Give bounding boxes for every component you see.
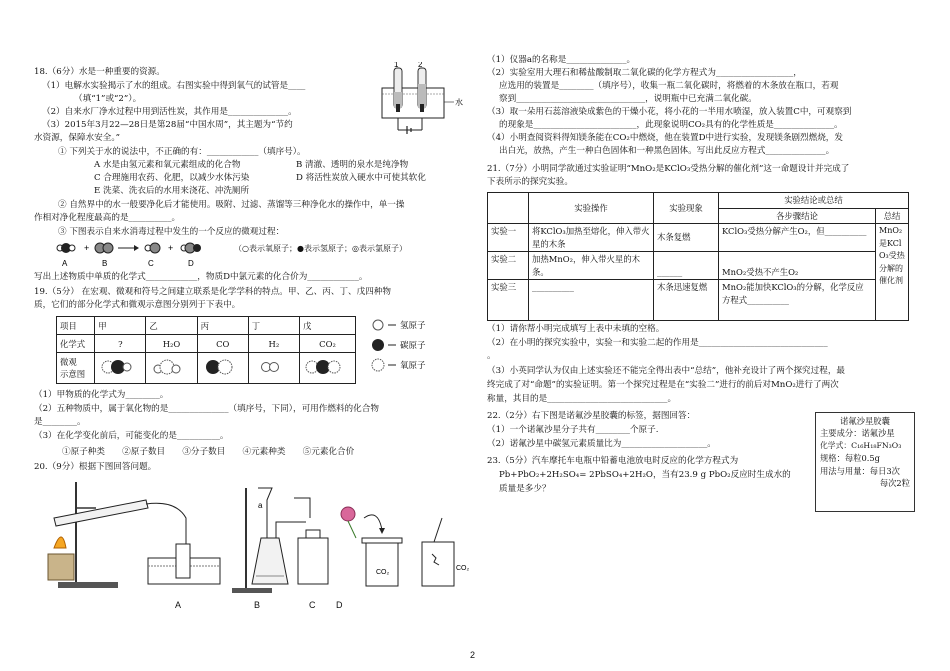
q19-header-cell: 戊 <box>299 317 355 335</box>
q21-cell: __________ <box>529 280 654 321</box>
q18-title: 18.（6分）水是一种重要的资源。 <box>34 67 165 77</box>
molecule-co2 <box>303 356 343 378</box>
q19-header-row <box>57 317 356 335</box>
molecule-b <box>95 243 113 253</box>
drug-label-formula: 化学式：C₁₆H₁₈FN₃O₃ <box>820 440 902 450</box>
q18-part3b: 水资源，保障水安全。” <box>34 133 121 143</box>
apparatus-d <box>362 518 470 586</box>
q21-cell: 实验一 <box>488 224 529 252</box>
flower-icon <box>341 507 385 538</box>
q22-s1: （1）一个诺氟沙星分子共有________个原子. <box>487 425 659 435</box>
q19-micro-cell-bing <box>197 353 248 384</box>
mol-label-b: B <box>102 259 108 268</box>
q19-s3-options: ①原子种类 ②原子数目 ③分子数目 ④元素种类 ⑤元素化合价 <box>62 447 355 457</box>
q19-header-cell: 乙 <box>146 317 197 335</box>
drug-label-ingredient: 主要成分：诺氟沙星 <box>820 428 895 439</box>
q18-sub2: ② 自然界中的水一般要净化后才能使用。吸附、过滤、蒸馏等三种净化水的操作中，单一操 <box>58 200 405 210</box>
q19-formula-cell: CO₂ <box>299 335 355 353</box>
q21-cell: ______ <box>654 252 719 280</box>
micro-reaction-diagram <box>50 238 240 270</box>
q21-header-phenomenon: 实验现象 <box>654 193 719 224</box>
q21-s3c: 称量，其目的是____________________________。 <box>487 394 677 404</box>
q21-cell: MnO₂受热不产生O₂ <box>719 252 876 280</box>
svg-text:+: + <box>168 243 174 253</box>
q18-opt-e: E 洗菜、洗衣后的水用来浇花、冲洗厕所 <box>94 186 250 196</box>
label-a: a <box>258 501 263 510</box>
drug-label-spec: 规格：每粒0.5g <box>820 453 880 464</box>
svg-text:+: + <box>84 243 90 253</box>
q19-formula-cell: H₂O <box>146 335 197 353</box>
q19-intro: 质，它们的部分化学式和微观示意图分别列于下表中。 <box>34 300 241 310</box>
apparatus-label-d: D <box>336 600 343 610</box>
apparatus-label-b: B <box>254 600 261 610</box>
q19-micro-label-2: 示意图 <box>60 369 86 379</box>
q19-atom-legend <box>366 316 476 382</box>
co2-label-1: CO₂ <box>376 569 390 576</box>
drug-label-box <box>815 412 915 512</box>
q19-micro-label-1: 微观 <box>60 357 77 367</box>
q18-legend: （○表示氧原子；●表示氢原子；◎表示氯原子） <box>234 244 407 253</box>
molecule-c <box>145 243 160 253</box>
q21-cell: 木条复燃 <box>654 224 719 252</box>
q21-header-operation: 实验操作 <box>529 193 654 224</box>
q20-apparatus-figure <box>36 478 476 610</box>
q18-sub3b: 写出上述物质中单质的化学式____________，物质D中氯元素的化合价为____________。 <box>34 272 368 282</box>
q21-table <box>487 192 909 321</box>
q19-micro-cell-wu <box>299 353 355 384</box>
legend-oxygen: 氧原子 <box>400 360 426 370</box>
molecule-a <box>57 243 75 253</box>
q21-cell: 实验二 <box>488 252 529 280</box>
q20-s1: （1）仪器a的名称是______________。 <box>487 55 636 65</box>
molecule-h2o <box>149 356 185 378</box>
q19-micro-row <box>57 353 356 384</box>
q19-formula-cell: 化学式 <box>57 335 95 353</box>
q19-micro-cell-yi <box>146 353 197 384</box>
co2-label-2: CO₂ <box>456 565 470 572</box>
q18-part1: （1）电解水实验揭示了水的组成。右图实验中得到氧气的试管是____ <box>42 81 306 91</box>
q18-sub1: ① 下列关于水的说法中，不正确的有：____________（填序号）。 <box>58 147 306 157</box>
q18-part2: （2）自来水厂净水过程中用到活性炭，其作用是______________。 <box>42 107 297 117</box>
q21-s2b: 。 <box>487 351 496 361</box>
q21-cell: MnO₂能加快KClO₃的分解，化学反应方程式__________ <box>719 280 876 321</box>
mol-label-d: D <box>188 259 194 268</box>
q19-formula-cell: CO <box>197 335 248 353</box>
q21-row-2 <box>488 252 909 280</box>
mol-label-a: A <box>62 259 68 268</box>
q19-s1: （1）甲物质的化学式为________。 <box>34 390 169 400</box>
q23-question: 质量是多少？ <box>499 484 551 494</box>
q22-s2: （2）诺氟沙星中碳氢元素质量比为____________________。 <box>487 439 716 449</box>
q18-opt-b: B 清澈、透明的泉水是纯净物 <box>296 160 409 170</box>
molecule-d <box>181 243 201 253</box>
drug-label-title: 诺氟沙星胶囊 <box>840 416 890 426</box>
q20-s4b: 出白光，放热，产生一种白色固体和一种黑色固体。写出此反应方程式______________。 <box>499 146 835 156</box>
page-number: 2 <box>470 650 476 660</box>
q21-cell: 实验三 <box>488 280 529 321</box>
q21-header-summary: 总结 <box>876 208 909 224</box>
q20-s4: （4）小明查阅资料得知镁条能在CO₂中燃烧，他在装置D中进行实验，发现镁条剧烈燃烧，发 <box>487 133 843 143</box>
apparatus-b <box>232 488 306 593</box>
legend-hydrogen: 氢原子 <box>400 320 426 330</box>
q18-part1b: （填“1”或“2”）。 <box>74 94 142 104</box>
apparatus-label-c: C <box>309 600 316 610</box>
q21-row-1 <box>488 224 909 252</box>
q18-sub2b: 作相对净化程度最高的是__________。 <box>34 213 181 223</box>
q20-title: 20.（9分）根据下图回答问题。 <box>34 462 157 472</box>
q18-opt-a: A 水是由氢元素和氧元素组成的化合物 <box>94 160 241 170</box>
q21-row-3 <box>488 280 909 321</box>
q21-cell: KClO₃受热分解产生O₂，但__________ <box>719 224 876 252</box>
q19-micro-cell-ding <box>248 353 299 384</box>
q19-title: 19.（5分） 在宏观、微观和符号之间建立联系是化学学科的特点。甲、乙、丙、丁、戊四种物 <box>34 287 392 297</box>
q21-header-step: 各步骤结论 <box>719 208 876 224</box>
q19-table <box>56 316 356 384</box>
q20-s2: （2）实验室用大理石和稀盐酸制取二氧化碳的化学方程式为__________________， <box>487 68 802 78</box>
q19-formula-cell: H₂ <box>248 335 299 353</box>
q18-opt-d: D 将活性炭放入硬水中可使其软化 <box>296 173 426 183</box>
legend-carbon: 碳原子 <box>400 340 426 350</box>
q18-opt-c: C 合理施用农药、化肥，以减少水体污染 <box>94 173 250 183</box>
q19-s2: （2）五种物质中，属于氧化物的是______________（填序号，下同），可用作燃料的化合物 <box>34 404 379 414</box>
tube-label-2: 2 <box>418 62 423 69</box>
q18-sub3: ③ 下图表示自来水消毒过程中发生的一个反应的微观过程： <box>58 227 285 237</box>
q23-equation: Pb+PbO₂+2H₂SO₄= 2PbSO₄+2H₂O，当有23.9 g PbO₂反应时生成水的 <box>499 470 791 480</box>
q21-s2: （2）在小明的探究实验中，实验一和实验二起的作用是______________________________ <box>487 338 828 348</box>
tube-label-1: 1 <box>394 62 399 69</box>
q21-cell: 加热MnO₂，伸入带火星的木条。 <box>529 252 654 280</box>
q20-s3b: 的现象是________________________，此现象说明CO₂具有的化学性质是______________。 <box>499 120 843 130</box>
q23-title: 23.（5分）汽车摩托车电瓶中铅蓄电池放电时反应的化学方程式为 <box>487 456 739 466</box>
q21-s3: （3）小英同学认为仅由上述实验还不能完全得出表中“总结”，他补充设计了两个探究过程，最 <box>487 366 846 376</box>
q21-header-row <box>488 193 909 209</box>
electrolysis-apparatus-figure <box>374 62 472 138</box>
q21-s1: （1）请你帮小明完成填写上表中未填的空格。 <box>487 324 665 334</box>
q19-s2b: 是________。 <box>34 417 86 427</box>
q19-micro-label <box>57 353 95 384</box>
q19-header-cell: 甲 <box>95 317 146 335</box>
drug-label-dose: 每次2粒 <box>879 478 910 489</box>
q20-s2b: 应选用的装置是________（填序号），收集一瓶二氧化碳时，将燃着的木条放在瓶口，若观 <box>499 81 839 91</box>
drug-label-usage: 用法与用量：每日3次 <box>820 465 900 476</box>
q19-formula-row <box>57 335 356 353</box>
q21-header-conclusion: 实验结论或总结 <box>719 193 909 209</box>
q19-formula-cell: ? <box>95 335 146 353</box>
q21-cell: 将KClO₃加热至熔化，伸入带火星的木条 <box>529 224 654 252</box>
q21-title: 21.（7分）小明同学欲通过实验证明“MnO₂是KClO₃受热分解的催化剂”这一命题设计并完成了 <box>487 164 850 174</box>
q18-part3: （3）2015年3月22—28日是第28届“中国水周”，其主题为“节约 <box>42 120 293 130</box>
q19-s3: （3）在化学变化前后，可能变化的是__________。 <box>34 431 229 441</box>
mol-label-c: C <box>148 259 154 268</box>
apparatus-a <box>48 482 220 588</box>
molecule-jia <box>98 356 134 378</box>
q19-header-cell: 丙 <box>197 317 248 335</box>
apparatus-c <box>294 498 328 584</box>
molecule-co <box>201 356 237 378</box>
apparatus-label-a: A <box>175 600 182 610</box>
q21-s3b: 终完成了对“命题”的实验证明。第一个探究过程是在“实验二”进行的前后对MnO₂进行了两次 <box>487 380 839 390</box>
q20-s2c: 察到______________________________，说明瓶中已充满二氧化碳。 <box>499 94 757 104</box>
q19-header-cell: 项目 <box>57 317 95 335</box>
water-label: 水 <box>455 98 463 107</box>
q19-header-cell: 丁 <box>248 317 299 335</box>
q21-intro: 下表所示的探究实验。 <box>487 177 573 187</box>
q20-s3: （3）取一朵用石蕊溶液染成紫色的干燥小花，将小花的一半用水喷湿，放入装置C中，可观察到 <box>487 107 852 117</box>
q21-summary-cell: MnO₂是KClO₃受热分解的催化剂 <box>876 224 909 321</box>
molecule-h2 <box>252 356 288 378</box>
q21-cell: 木条迅速复燃 <box>654 280 719 321</box>
q19-micro-cell-jia <box>95 353 146 384</box>
q22-title: 22.（2分）右下图是诺氟沙星胶囊的标签，据图回答： <box>487 411 696 421</box>
